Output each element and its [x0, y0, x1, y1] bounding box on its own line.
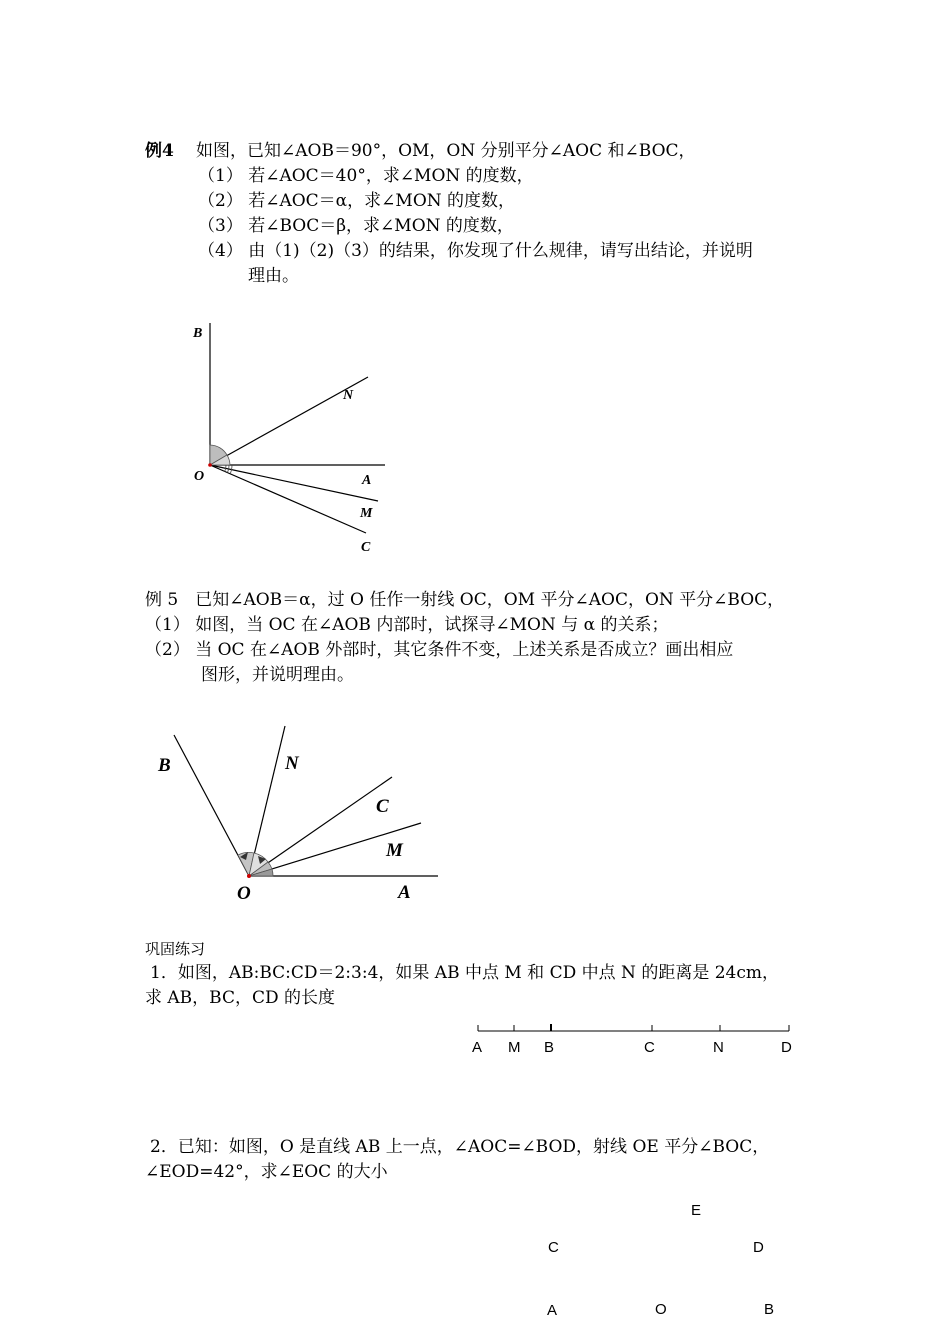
label-m: M — [386, 840, 403, 861]
label-a: A — [362, 473, 372, 488]
segment-label-m: M — [508, 1039, 521, 1056]
ex4-question-3: （3） 若∠BOC＝β，求∠MON 的度数， — [198, 216, 514, 236]
label-a: A — [398, 882, 411, 903]
practice-1: 1．如图，AB:BC:CD＝2:3:4，如果 AB 中点 M 和 CD 中点 N 的距离是 24cm， — [150, 963, 779, 983]
fig2-label-b: B — [764, 1301, 775, 1318]
practice-1-cont: 求 AB，BC，CD 的长度 — [145, 988, 336, 1008]
label-c: C — [361, 540, 371, 555]
label-b: B — [158, 755, 171, 776]
segment-label-d: D — [781, 1039, 792, 1056]
fig2-label-c: C — [548, 1239, 559, 1256]
practice-2-cont: ∠EOD=42°，求∠EOC 的大小 — [145, 1162, 388, 1182]
practice-2: 2．已知：如图，O 是直线 AB 上一点，∠AOC=∠BOD，射线 OE 平分∠BOC， — [150, 1137, 770, 1157]
ex5-question-1: （1） 如图，当 OC 在∠AOB 内部时，试探寻∠MON 与 α 的关系； — [145, 615, 669, 635]
label-n: N — [285, 753, 299, 774]
label-o: O — [194, 469, 205, 484]
segment-label-b: B — [544, 1039, 555, 1056]
ex4-question-4: （4） 由（1)（2)（3）的结果，你发现了什么规律，请写出结论，并说明 — [198, 241, 753, 261]
label-m: M — [360, 506, 373, 521]
segment-label-n: N — [713, 1039, 724, 1056]
fig2-label-d: D — [753, 1239, 764, 1256]
practice-title: 巩固练习 — [145, 940, 206, 958]
label-n: N — [343, 388, 354, 403]
ex4-question-4-cont: 理由。 — [248, 266, 299, 286]
segment-label-a: A — [472, 1039, 483, 1056]
segment-label-c: C — [644, 1039, 655, 1056]
fig2-label-o: O — [655, 1301, 667, 1318]
ex5-statement: 例 5 已知∠AOB＝α，过 O 任作一射线 OC，OM 平分∠AOC，ON 平分∠BOC， — [145, 590, 785, 610]
ex5-question-2: （2） 当 OC 在∠AOB 外部时，其它条件不变，上述关系是否成立？画出相应 — [145, 640, 734, 660]
label-b: B — [193, 326, 203, 341]
fig2-label-a: A — [547, 1302, 558, 1319]
fig2-label-e: E — [691, 1202, 702, 1219]
label-c: C — [376, 796, 389, 817]
ex5-question-2-cont: 图形，并说明理由。 — [201, 665, 354, 685]
label-o: O — [237, 883, 251, 904]
ex4-question-2: （2） 若∠AOC＝α，求∠MON 的度数， — [198, 191, 516, 211]
ex4-question-1: （1） 若∠AOC＝40°，求∠MON 的度数， — [198, 166, 534, 186]
ex4-statement: 如图，已知∠AOB＝90°，OM，ON 分别平分∠AOC 和∠BOC， — [196, 141, 696, 161]
ex4-heading: 例4 — [145, 141, 174, 161]
